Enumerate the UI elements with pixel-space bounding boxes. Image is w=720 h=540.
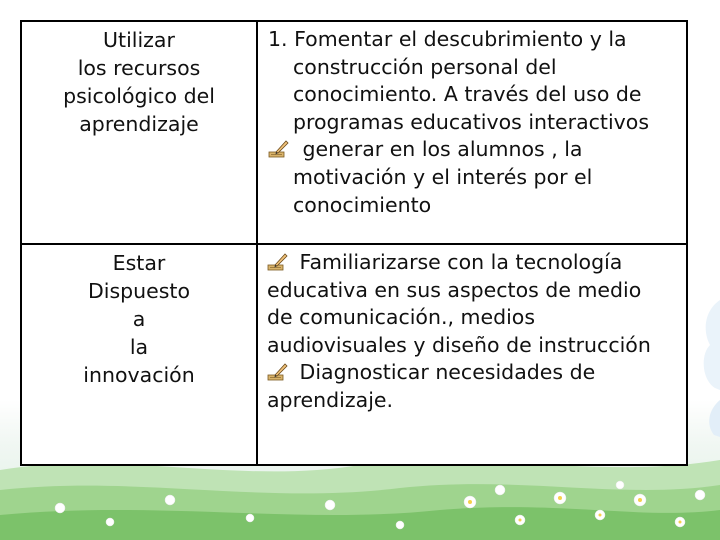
bullet-text-line: aprendizaje. <box>267 388 394 412</box>
row-label-cell <box>22 245 258 464</box>
bullet-text: Diagnosticar necesidades de <box>299 360 596 385</box>
row-label-line: Dispuesto <box>87 279 191 303</box>
quill-writing-icon <box>268 140 290 158</box>
bullet-text: Familiarizarse con la tecnología <box>299 250 623 274</box>
row-label-line: psicológico del <box>63 84 215 108</box>
row-label-line: a <box>132 307 146 331</box>
row-label-cell <box>22 22 258 243</box>
row-label-line: la <box>129 335 149 359</box>
table-row <box>22 245 686 464</box>
bullet-text-line: educativa en sus aspectos de medio <box>267 277 642 302</box>
bullet-item <box>267 359 595 387</box>
row-label-line: Utilizar <box>103 28 175 52</box>
quill-writing-icon <box>267 363 289 381</box>
numbered-item <box>268 26 627 54</box>
item-text-line: conocimiento. A través del uso de <box>293 82 642 107</box>
row-label-line: innovación <box>83 363 195 387</box>
bullet-text-line: audiovisuales y diseño de instrucción <box>267 332 651 357</box>
table-row <box>22 22 686 245</box>
row-label-line: Estar <box>112 251 166 275</box>
bullet-text-line: de comunicación., medios <box>267 305 536 330</box>
row-label-line: los recursos <box>77 56 201 80</box>
row-content-cell <box>260 22 686 243</box>
item-text-line: programas educativos interactivos <box>293 109 650 134</box>
row-label-line: aprendizaje <box>79 112 199 136</box>
bullet-text-line: conocimiento <box>293 192 432 217</box>
item-number: 1. <box>268 27 288 51</box>
bullet-item <box>267 249 622 277</box>
row-content-cell <box>260 245 686 464</box>
bullet-text-line: motivación y el interés por el <box>293 165 593 189</box>
quill-writing-icon <box>267 253 289 271</box>
content-table <box>20 20 688 466</box>
item-text: Fomentar el descubrimiento y la <box>294 27 627 51</box>
item-text-line: construcción personal del <box>293 54 557 79</box>
bullet-item <box>268 136 583 164</box>
bullet-text: generar en los alumnos , la <box>302 137 583 162</box>
